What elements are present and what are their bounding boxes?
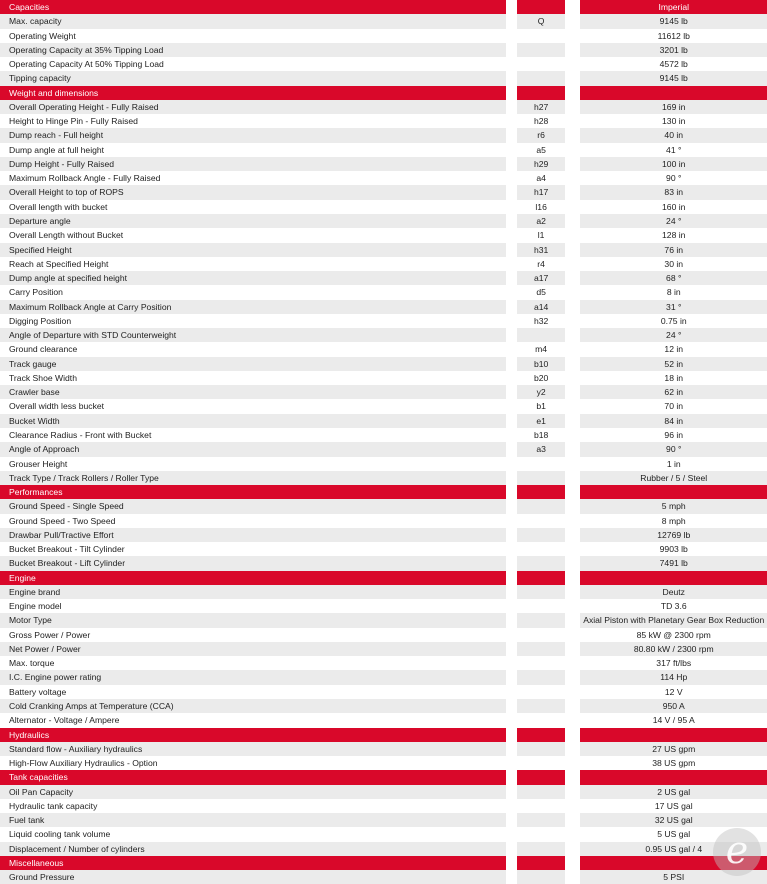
spec-label: Gross Power / Power — [0, 628, 506, 642]
spec-value: Rubber / 5 / Steel — [580, 471, 767, 485]
spec-code: a2 — [517, 214, 566, 228]
spec-value: 9145 lb — [580, 14, 767, 28]
spec-value: 5 PSI — [580, 870, 767, 884]
spec-label: Maximum Rollback Angle - Fully Raised — [0, 171, 506, 185]
spec-value: 0.95 US gal / 4 — [580, 842, 767, 856]
spec-label: Track gauge — [0, 357, 506, 371]
spec-code — [517, 799, 566, 813]
spec-value: 31 ° — [580, 300, 767, 314]
spec-row — [0, 314, 767, 328]
spec-value: TD 3.6 — [580, 599, 767, 613]
spec-row — [0, 271, 767, 285]
spec-code — [517, 328, 566, 342]
spec-code: d5 — [517, 285, 566, 299]
spec-code — [517, 628, 566, 642]
section-header — [0, 571, 767, 585]
spec-value: 3201 lb — [580, 43, 767, 57]
spec-row — [0, 556, 767, 570]
spec-label: Tipping capacity — [0, 71, 506, 85]
spec-row — [0, 114, 767, 128]
spec-code: h32 — [517, 314, 566, 328]
spec-value: 27 US gpm — [580, 742, 767, 756]
spec-value: 40 in — [580, 128, 767, 142]
spec-row — [0, 371, 767, 385]
spec-row — [0, 385, 767, 399]
spec-row — [0, 357, 767, 371]
spec-code — [517, 785, 566, 799]
spec-label: Oil Pan Capacity — [0, 785, 506, 799]
spec-row — [0, 585, 767, 599]
spec-label: Dump angle at full height — [0, 143, 506, 157]
spec-code — [517, 827, 566, 841]
section-title: Engine — [0, 571, 506, 585]
spec-code: h17 — [517, 185, 566, 199]
section-code-header — [517, 86, 566, 100]
spec-row — [0, 799, 767, 813]
spec-code — [517, 842, 566, 856]
spec-value: 90 ° — [580, 442, 767, 456]
spec-code: b18 — [517, 428, 566, 442]
spec-label: Dump Height - Fully Raised — [0, 157, 506, 171]
spec-value: 18 in — [580, 371, 767, 385]
spec-row — [0, 528, 767, 542]
spec-label: Crawler base — [0, 385, 506, 399]
spec-value: 9903 lb — [580, 542, 767, 556]
spec-label: Net Power / Power — [0, 642, 506, 656]
spec-label: Angle of Approach — [0, 442, 506, 456]
spec-code — [517, 756, 566, 770]
spec-row — [0, 29, 767, 43]
spec-label: Dump reach - Full height — [0, 128, 506, 142]
spec-code: e1 — [517, 414, 566, 428]
spec-row — [0, 128, 767, 142]
spec-code: m4 — [517, 342, 566, 356]
spec-code — [517, 685, 566, 699]
section-header — [0, 0, 767, 14]
spec-row — [0, 713, 767, 727]
spec-label: Height to Hinge Pin - Fully Raised — [0, 114, 506, 128]
spec-code — [517, 670, 566, 684]
spec-row — [0, 756, 767, 770]
spec-label: Overall Height to top of ROPS — [0, 185, 506, 199]
spec-value: 1 in — [580, 457, 767, 471]
spec-code — [517, 556, 566, 570]
spec-value: 84 in — [580, 414, 767, 428]
spec-row — [0, 342, 767, 356]
spec-value: 24 ° — [580, 214, 767, 228]
spec-value: 5 mph — [580, 499, 767, 513]
spec-value: 130 in — [580, 114, 767, 128]
spec-code — [517, 870, 566, 884]
spec-row — [0, 428, 767, 442]
spec-code — [517, 528, 566, 542]
spec-label: Liquid cooling tank volume — [0, 827, 506, 841]
spec-code — [517, 43, 566, 57]
section-title: Miscellaneous — [0, 856, 506, 870]
spec-label: Overall length with bucket — [0, 200, 506, 214]
spec-value: 2 US gal — [580, 785, 767, 799]
spec-label: Carry Position — [0, 285, 506, 299]
spec-code: h31 — [517, 243, 566, 257]
section-code-header — [517, 0, 566, 14]
section-header — [0, 770, 767, 784]
spec-code: h28 — [517, 114, 566, 128]
spec-row — [0, 43, 767, 57]
spec-row — [0, 171, 767, 185]
spec-value: 114 Hp — [580, 670, 767, 684]
spec-label: Fuel tank — [0, 813, 506, 827]
spec-value: 17 US gal — [580, 799, 767, 813]
spec-code: h27 — [517, 100, 566, 114]
spec-label: Maximum Rollback Angle at Carry Position — [0, 300, 506, 314]
spec-code: h29 — [517, 157, 566, 171]
spec-value: Deutz — [580, 585, 767, 599]
spec-label: Angle of Departure with STD Counterweight — [0, 328, 506, 342]
spec-code — [517, 613, 566, 627]
spec-value: 90 ° — [580, 171, 767, 185]
spec-value: 30 in — [580, 257, 767, 271]
spec-row — [0, 399, 767, 413]
spec-label: Grouser Height — [0, 457, 506, 471]
spec-value: 950 A — [580, 699, 767, 713]
spec-label: Standard flow - Auxiliary hydraulics — [0, 742, 506, 756]
spec-row — [0, 785, 767, 799]
section-unit-header — [580, 770, 767, 784]
spec-row — [0, 827, 767, 841]
spec-label: I.C. Engine power rating — [0, 670, 506, 684]
spec-label: Operating Capacity at 35% Tipping Load — [0, 43, 506, 57]
spec-label: Hydraulic tank capacity — [0, 799, 506, 813]
spec-code — [517, 742, 566, 756]
section-header — [0, 856, 767, 870]
spec-label: Operating Capacity At 50% Tipping Load — [0, 57, 506, 71]
spec-label: Ground clearance — [0, 342, 506, 356]
spec-code — [517, 713, 566, 727]
spec-code — [517, 656, 566, 670]
spec-code: r6 — [517, 128, 566, 142]
spec-code: a4 — [517, 171, 566, 185]
spec-label: Operating Weight — [0, 29, 506, 43]
section-unit-header — [580, 485, 767, 499]
spec-code — [517, 642, 566, 656]
spec-label: Engine brand — [0, 585, 506, 599]
spec-code — [517, 71, 566, 85]
spec-value: 83 in — [580, 185, 767, 199]
spec-label: Bucket Breakout - Lift Cylinder — [0, 556, 506, 570]
section-title: Hydraulics — [0, 728, 506, 742]
spec-row — [0, 157, 767, 171]
spec-value: 14 V / 95 A — [580, 713, 767, 727]
spec-row — [0, 670, 767, 684]
spec-value: 169 in — [580, 100, 767, 114]
section-unit-header: Imperial — [580, 0, 767, 14]
spec-row — [0, 300, 767, 314]
spec-code: l1 — [517, 228, 566, 242]
spec-code — [517, 699, 566, 713]
spec-label: Cold Cranking Amps at Temperature (CCA) — [0, 699, 506, 713]
spec-value: 7491 lb — [580, 556, 767, 570]
spec-value: 8 mph — [580, 514, 767, 528]
spec-label: Departure angle — [0, 214, 506, 228]
section-header — [0, 485, 767, 499]
spec-value: 12769 lb — [580, 528, 767, 542]
section-title: Weight and dimensions — [0, 86, 506, 100]
spec-label: Max. capacity — [0, 14, 506, 28]
spec-code: Q — [517, 14, 566, 28]
spec-value: 52 in — [580, 357, 767, 371]
spec-value: 11612 lb — [580, 29, 767, 43]
spec-row — [0, 243, 767, 257]
spec-code: b1 — [517, 399, 566, 413]
spec-value: 80.80 kW / 2300 rpm — [580, 642, 767, 656]
spec-value: 24 ° — [580, 328, 767, 342]
spec-label: Max. torque — [0, 656, 506, 670]
spec-row — [0, 742, 767, 756]
spec-value: 12 V — [580, 685, 767, 699]
spec-row — [0, 414, 767, 428]
section-title: Capacities — [0, 0, 506, 14]
spec-row — [0, 328, 767, 342]
spec-code: a17 — [517, 271, 566, 285]
spec-code — [517, 542, 566, 556]
spec-code: l16 — [517, 200, 566, 214]
spec-value: 41 ° — [580, 143, 767, 157]
spec-row — [0, 57, 767, 71]
section-unit-header — [580, 728, 767, 742]
spec-label: Track Type / Track Rollers / Roller Type — [0, 471, 506, 485]
section-unit-header — [580, 86, 767, 100]
spec-value: 9145 lb — [580, 71, 767, 85]
spec-label: Bucket Width — [0, 414, 506, 428]
spec-row — [0, 471, 767, 485]
spec-row — [0, 442, 767, 456]
spec-value: 32 US gal — [580, 813, 767, 827]
spec-label: Engine model — [0, 599, 506, 613]
spec-value: 70 in — [580, 399, 767, 413]
spec-row — [0, 257, 767, 271]
spec-label: Displacement / Number of cylinders — [0, 842, 506, 856]
spec-code — [517, 585, 566, 599]
spec-row — [0, 457, 767, 471]
spec-value: 96 in — [580, 428, 767, 442]
spec-label: High-Flow Auxiliary Hydraulics - Option — [0, 756, 506, 770]
spec-label: Motor Type — [0, 613, 506, 627]
spec-label: Alternator - Voltage / Ampere — [0, 713, 506, 727]
spec-row — [0, 285, 767, 299]
spec-value: 38 US gpm — [580, 756, 767, 770]
spec-row — [0, 613, 767, 627]
section-code-header — [517, 728, 566, 742]
section-code-header — [517, 856, 566, 870]
spec-row — [0, 542, 767, 556]
spec-label: Ground Pressure — [0, 870, 506, 884]
spec-row — [0, 628, 767, 642]
spec-row — [0, 813, 767, 827]
spec-label: Digging Position — [0, 314, 506, 328]
spec-code: b20 — [517, 371, 566, 385]
spec-value: 4572 lb — [580, 57, 767, 71]
spec-value: 100 in — [580, 157, 767, 171]
spec-value: 8 in — [580, 285, 767, 299]
spec-label: Overall Length without Bucket — [0, 228, 506, 242]
spec-label: Overall Operating Height - Fully Raised — [0, 100, 506, 114]
spec-row — [0, 642, 767, 656]
spec-value: 62 in — [580, 385, 767, 399]
spec-row — [0, 656, 767, 670]
site-logo-icon — [713, 828, 761, 876]
section-header — [0, 728, 767, 742]
spec-value: Axial Piston with Planetary Gear Box Reduction — [580, 613, 767, 627]
spec-code — [517, 499, 566, 513]
section-title: Performances — [0, 485, 506, 499]
section-unit-header — [580, 571, 767, 585]
spec-code — [517, 57, 566, 71]
spec-row — [0, 685, 767, 699]
section-code-header — [517, 571, 566, 585]
spec-code: a3 — [517, 442, 566, 456]
spec-code: r4 — [517, 257, 566, 271]
spec-row — [0, 143, 767, 157]
spec-value: 0.75 in — [580, 314, 767, 328]
spec-row — [0, 71, 767, 85]
spec-code: b10 — [517, 357, 566, 371]
spec-label: Overall width less bucket — [0, 399, 506, 413]
spec-row — [0, 14, 767, 28]
spec-code: a14 — [517, 300, 566, 314]
spec-row — [0, 185, 767, 199]
spec-row — [0, 214, 767, 228]
spec-label: Ground Speed - Single Speed — [0, 499, 506, 513]
spec-value: 12 in — [580, 342, 767, 356]
spec-code: a5 — [517, 143, 566, 157]
logo-glyph: e — [725, 828, 749, 872]
spec-code — [517, 514, 566, 528]
spec-row — [0, 200, 767, 214]
spec-value: 85 kW @ 2300 rpm — [580, 628, 767, 642]
spec-code — [517, 457, 566, 471]
spec-row — [0, 870, 767, 884]
spec-value: 76 in — [580, 243, 767, 257]
spec-label: Ground Speed - Two Speed — [0, 514, 506, 528]
spec-code — [517, 471, 566, 485]
spec-row — [0, 599, 767, 613]
spec-row — [0, 499, 767, 513]
spec-label: Reach at Specified Height — [0, 257, 506, 271]
section-header — [0, 86, 767, 100]
section-title: Tank capacities — [0, 770, 506, 784]
spec-value: 128 in — [580, 228, 767, 242]
spec-value: 317 ft/lbs — [580, 656, 767, 670]
spec-value: 68 ° — [580, 271, 767, 285]
spec-label: Bucket Breakout - Tilt Cylinder — [0, 542, 506, 556]
spec-code: y2 — [517, 385, 566, 399]
section-code-header — [517, 770, 566, 784]
spec-label: Battery voltage — [0, 685, 506, 699]
section-code-header — [517, 485, 566, 499]
spec-label: Clearance Radius - Front with Bucket — [0, 428, 506, 442]
spec-code — [517, 599, 566, 613]
spec-label: Dump angle at specified height — [0, 271, 506, 285]
spec-row — [0, 842, 767, 856]
spec-label: Drawbar Pull/Tractive Effort — [0, 528, 506, 542]
spec-value: 160 in — [580, 200, 767, 214]
spec-label: Track Shoe Width — [0, 371, 506, 385]
spec-code — [517, 29, 566, 43]
spec-row — [0, 100, 767, 114]
spec-value: 5 US gal — [580, 827, 767, 841]
spec-label: Specified Height — [0, 243, 506, 257]
spec-row — [0, 699, 767, 713]
spec-row — [0, 514, 767, 528]
spec-code — [517, 813, 566, 827]
spec-row — [0, 228, 767, 242]
